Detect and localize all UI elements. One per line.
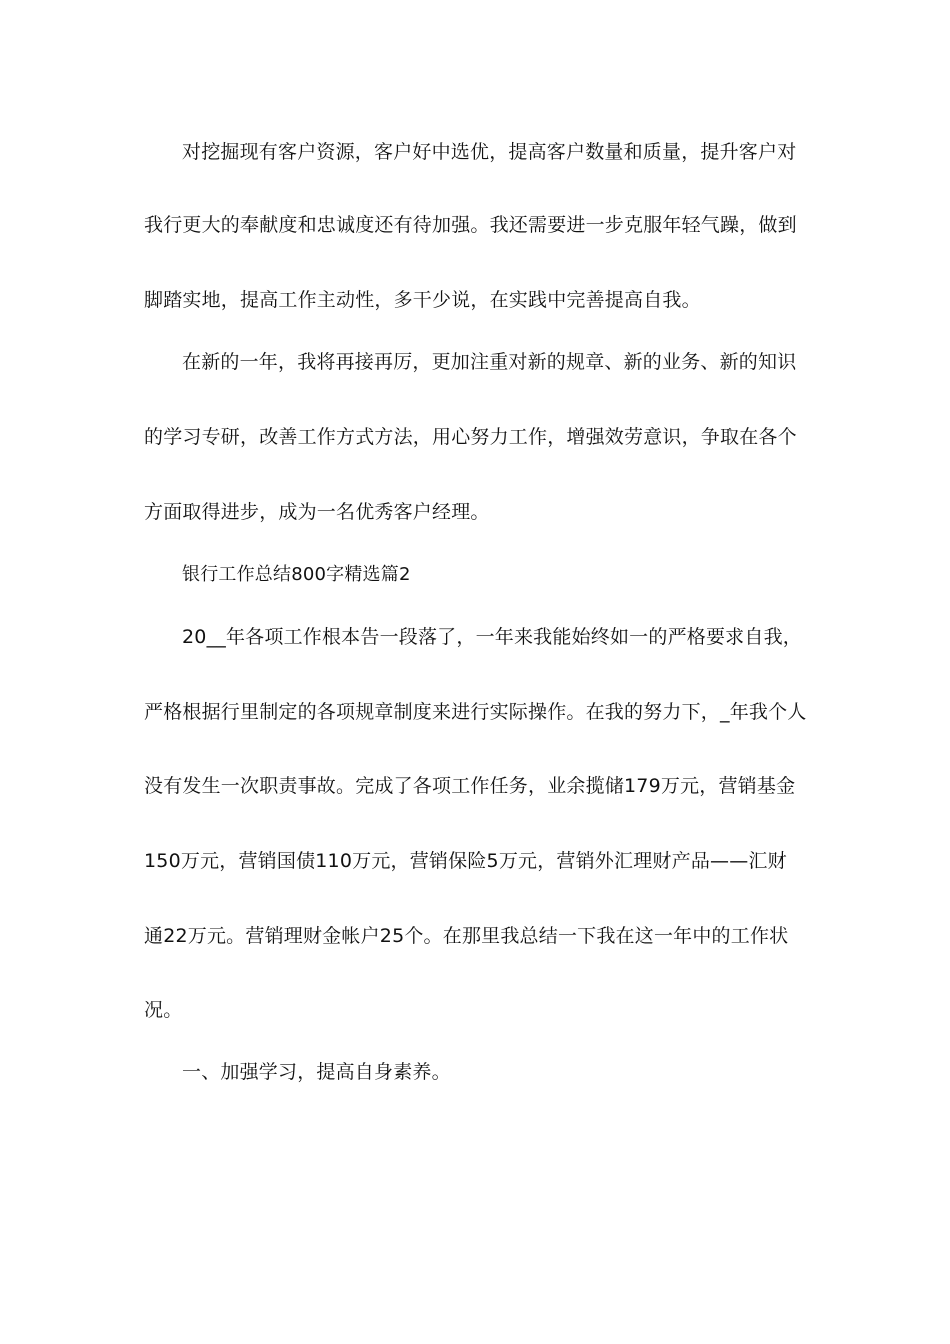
paragraph-line: 脚踏实地，提高工作主动性，多干少说，在实践中完善提高自我。 <box>144 289 701 311</box>
paragraph-line: 严格根据行里制定的各项规章制度来进行实际操作。在我的努力下，_年我个人 <box>144 701 807 723</box>
paragraph-line: 通22万元。营销理财金帐户25个。在那里我总结一下我在这一年中的工作状 <box>144 925 789 947</box>
section-heading: 一、加强学习，提高自身素养。 <box>182 1061 451 1083</box>
paragraph-line: 150万元，营销国债110万元，营销保险5万元，营销外汇理财产品——汇财 <box>144 850 787 872</box>
paragraph-line: 的学习专研，改善工作方式方法，用心努力工作，增强效劳意识，争取在各个 <box>144 426 797 448</box>
paragraph-line: 况。 <box>144 999 183 1021</box>
paragraph-line: 没有发生一次职责事故。完成了各项工作任务，业余揽储179万元，营销基金 <box>144 775 796 797</box>
section-title: 银行工作总结800字精选篇2 <box>182 564 411 585</box>
paragraph-line: 我行更大的奉献度和忠诚度还有待加强。我还需要进一步克服年轻气躁，做到 <box>144 214 797 236</box>
paragraph-line: 在新的一年，我将再接再厉，更加注重对新的规章、新的业务、新的知识 <box>182 351 797 373</box>
paragraph-line: 对挖掘现有客户资源，客户好中选优，提高客户数量和质量，提升客户对 <box>182 141 797 163</box>
paragraph-line: 20__年各项工作根本告一段落了，一年来我能始终如一的严格要求自我， <box>182 626 802 648</box>
paragraph-line: 方面取得进步，成为一名优秀客户经理。 <box>144 501 490 523</box>
